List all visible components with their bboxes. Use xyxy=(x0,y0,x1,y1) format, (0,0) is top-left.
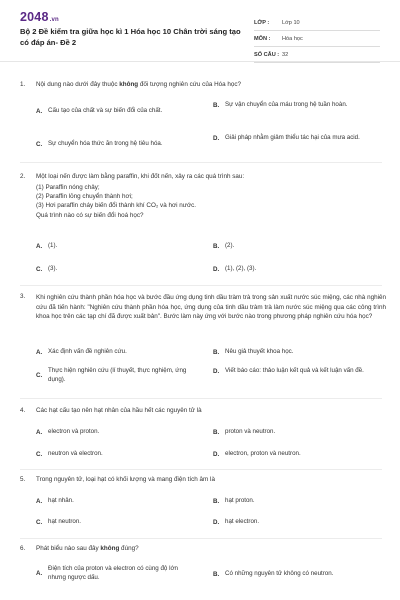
question-text: Một loại nến được làm bằng paraffin, khi đốt nến, xảy ra các quá trình sau: xyxy=(36,173,245,180)
option-5d[interactable]: D. hạt electron. xyxy=(213,518,260,526)
option-1b[interactable]: B. Sự vận chuyển của máu trong hệ tuần hoàn. xyxy=(213,101,348,109)
question-text: Phát biểu nào sau đây không đúng? xyxy=(36,545,139,552)
option-3c[interactable]: C. Thực hiện nghiên cứu (lí thuyết, thực nghiệm, ứng dụng). xyxy=(36,367,187,383)
question-text: Các hạt cấu tạo nên hạt nhân của hầu hết các nguyên tử là xyxy=(36,407,202,414)
option-4b[interactable]: B. proton và neutron. xyxy=(213,428,276,436)
question-divider xyxy=(20,538,382,539)
question-divider xyxy=(20,398,382,399)
header-divider xyxy=(0,61,400,62)
question-1: 1. Nội dung nào dưới đây thuộc không đối tượng nghiên cứu của Hóa học? xyxy=(20,81,392,90)
option-3d[interactable]: D. Viết báo cáo: thảo luận kết quả và kết luận vấn đề. xyxy=(213,367,364,375)
question-line: (1) Paraffin nóng chảy; xyxy=(36,183,100,191)
option-5c[interactable]: C. hạt neutron. xyxy=(36,518,82,526)
document-title: Bộ 2 Đề kiểm tra giữa học kì 1 Hóa học 10 Chân trời sáng tạo có đáp án- Đề 2 xyxy=(20,27,241,47)
option-4c[interactable]: C. neutron và electron. xyxy=(36,450,103,458)
question-3: 3. Khi nghiên cứu thành phần hóa học và bước đầu ứng dụng tinh dầu tràm trà trong sản xuất nước súc miệng, các nhà nghiên cứu đã tiến hành: "Nghiên cứu thành phần hóa học, ứng dụng của tinh dầu tràm trà làm nước súc miệng qua các công trình khoa học trên các tạp chí đã được xuất bản". Bước làm này ứng với bước nào trong phương pháp nghiên cứu hóa học? xyxy=(20,293,392,322)
option-2b[interactable]: B. (2). xyxy=(213,242,235,250)
question-divider xyxy=(20,162,382,163)
option-2a[interactable]: A. (1). xyxy=(36,242,58,250)
site-logo[interactable]: 2048.vn xyxy=(20,10,59,24)
question-4: 4. Các hạt cấu tạo nên hạt nhân của hầu hết các nguyên tử là xyxy=(20,407,392,416)
question-5: 5. Trong nguyên tử, loại hạt có khối lượng và mang điện tích âm là xyxy=(20,476,392,485)
option-2d[interactable]: D. (1), (2), (3). xyxy=(213,265,257,273)
meta-row-count: SỐ CÂU : 32 xyxy=(254,47,380,63)
option-1c[interactable]: C. Sự chuyển hóa thức ăn trong hệ tiêu hóa. xyxy=(36,140,163,148)
option-5a[interactable]: A. hạt nhân. xyxy=(36,497,74,505)
question-6: 6. Phát biểu nào sau đây không đúng? xyxy=(20,545,392,554)
option-1d[interactable]: D. Giải pháp nhằm giảm thiểu tác hại của mưa acid. xyxy=(213,134,360,142)
meta-row-class: LỚP : Lớp 10 xyxy=(254,15,380,31)
option-6a[interactable]: A. Điện tích của proton và electron có cùng độ lớn nhưng ngược dấu. xyxy=(36,565,178,581)
question-divider xyxy=(20,285,382,286)
question-line: (3) Hơi paraffin cháy biến đổi thành khí CO₂ và hơi nước. xyxy=(36,202,196,210)
option-1a[interactable]: A. Cấu tạo của chất và sự biến đổi của chất. xyxy=(36,107,163,115)
option-6b[interactable]: B. Có những nguyên tử không có neutron. xyxy=(213,570,334,578)
document-meta xyxy=(254,15,380,63)
question-line: (2) Paraffin lỏng chuyển thành hơi; xyxy=(36,192,133,200)
question-divider xyxy=(20,469,382,470)
option-3a[interactable]: A. Xác định vấn đề nghiên cứu. xyxy=(36,348,127,356)
question-line: Quá trình nào có sự biến đổi hoá học? xyxy=(36,211,144,219)
option-4d[interactable]: D. electron, proton và neutron. xyxy=(213,450,301,458)
question-text: Trong nguyên tử, loại hạt có khối lượng và mang điện tích âm là xyxy=(36,476,215,483)
option-4a[interactable]: A. electron và proton. xyxy=(36,428,100,436)
question-2: 2. Một loại nến được làm bằng paraffin, khi đốt nến, xảy ra các quá trình sau: (1) Paraffin nóng chảy; (2) Paraffin lỏng chuyển thành hơi; (3) Hơi paraffin cháy biến đổi thành khí CO₂ và hơi nước. Quá trình nào có sự biến đổi hoá học? xyxy=(20,173,392,220)
option-5b[interactable]: B. hạt proton. xyxy=(213,497,255,505)
question-text: Nội dung nào dưới đây thuộc không đối tượng nghiên cứu của Hóa học? xyxy=(36,81,242,88)
page-header xyxy=(0,0,400,58)
option-2c[interactable]: C. (3). xyxy=(36,265,58,273)
option-3b[interactable]: B. Nêu giả thuyết khoa học. xyxy=(213,348,294,356)
question-text: Khi nghiên cứu thành phần hóa học và bước đầu ứng dụng tinh dầu tràm trà trong sản xuất nước súc miệng, các nhà nghiên cứu đã tiến hành: "Nghiên cứu thành phần hóa học, ứng dụng của tinh dầu tràm trà làm nước súc miệng qua các công trình khoa học trên các tạp chí đã được xuất bản". Bước làm này ứng với bước nào trong phương pháp nghiên cứu hóa học? xyxy=(36,294,386,321)
meta-row-subject: MÔN : Hóa học xyxy=(254,31,380,47)
